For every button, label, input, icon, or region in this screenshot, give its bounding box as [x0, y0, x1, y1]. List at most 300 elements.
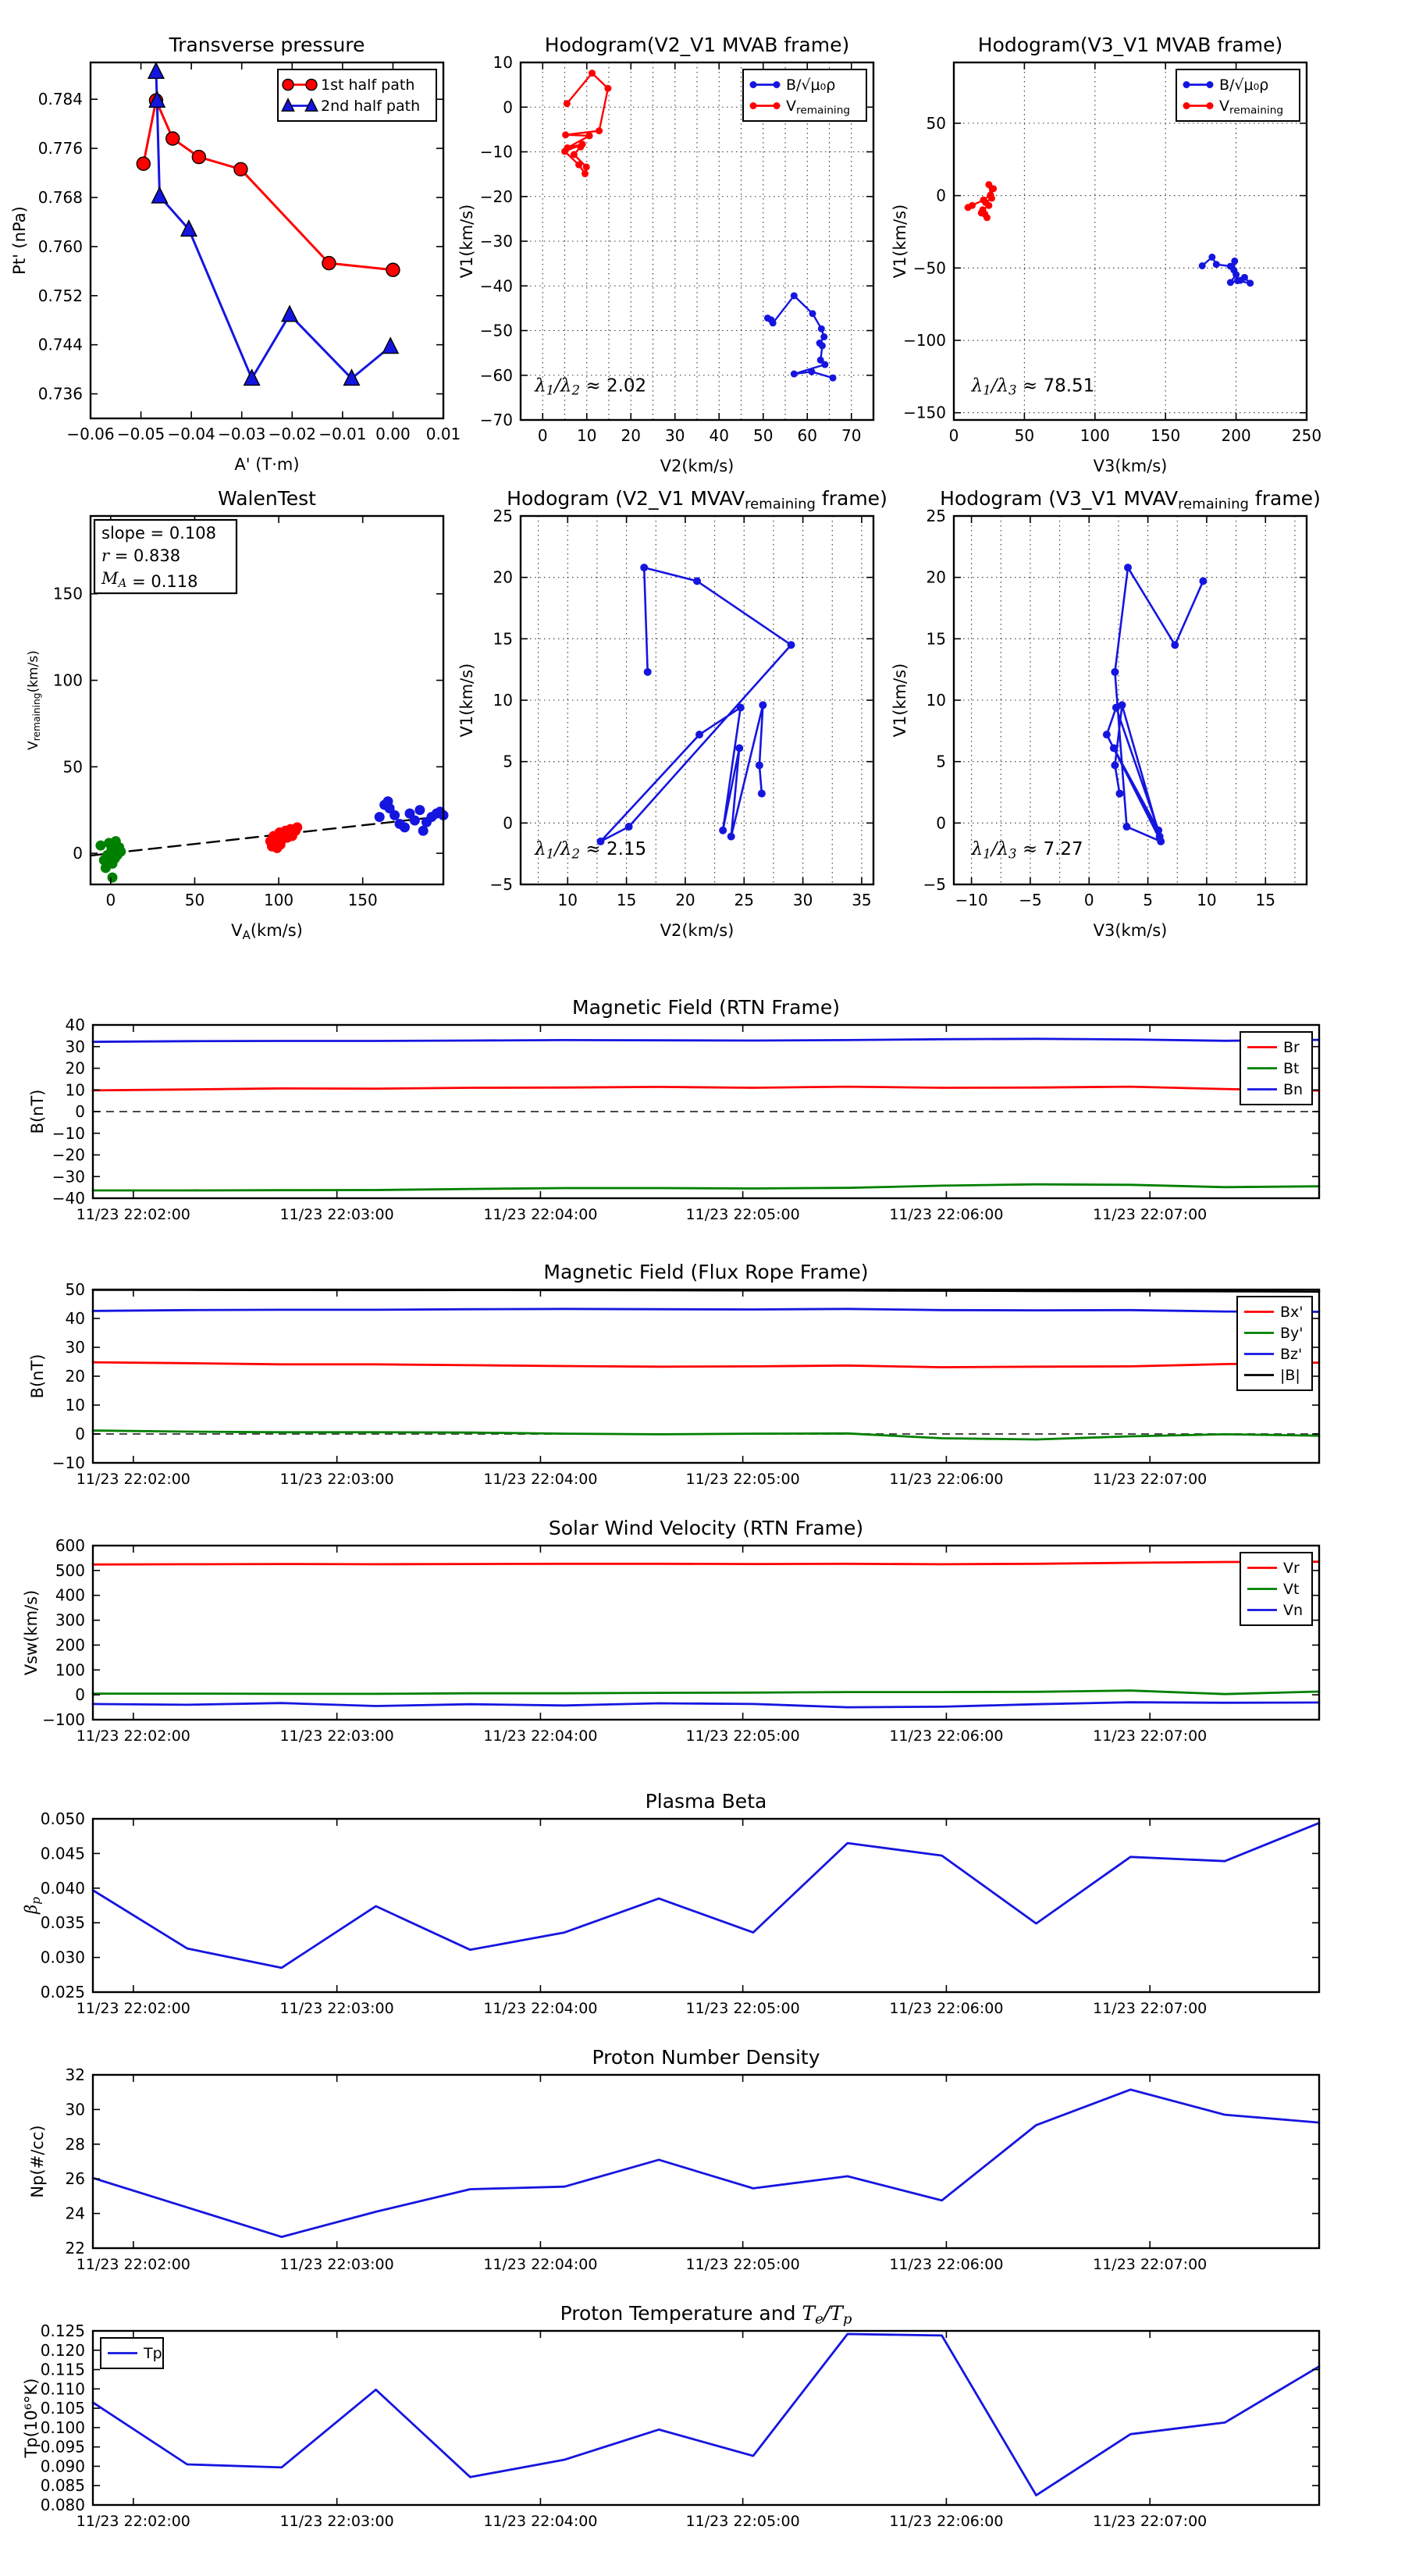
dot-marker	[1183, 102, 1190, 109]
x-tick-label: 11/23 22:07:00	[1093, 1206, 1208, 1223]
dot-marker	[410, 816, 420, 826]
dot-marker	[400, 822, 410, 832]
chart-hodogram-v2v1-mvav	[457, 487, 887, 940]
y-tick-label: 0.110	[40, 2379, 85, 2399]
y-tick-label: 0.100	[40, 2418, 85, 2437]
triangle-marker	[152, 187, 168, 203]
stats-line: r = 0.838	[101, 546, 181, 565]
dot-marker	[625, 823, 633, 831]
y-tick-label: −20	[479, 187, 513, 206]
chart-proton-number-density	[28, 2046, 1319, 2273]
dot-marker	[821, 361, 828, 368]
x-axis-label: A' (T·m)	[234, 455, 300, 474]
x-tick-label: 50	[753, 426, 774, 445]
dot-marker	[586, 132, 593, 139]
dot-marker	[107, 873, 117, 883]
x-tick-label: 11/23 22:06:00	[889, 2256, 1004, 2273]
dot-marker	[577, 144, 584, 151]
x-axis-label: V2(km/s)	[660, 457, 735, 475]
dot-marker	[575, 162, 582, 169]
x-tick-label: 11/23 22:03:00	[279, 1471, 394, 1488]
x-tick-label: 10	[557, 891, 578, 909]
x-tick-label: 100	[1080, 426, 1110, 445]
x-tick-label: 11/23 22:05:00	[685, 2000, 800, 2017]
y-tick-label: 20	[493, 568, 513, 587]
dot-marker	[808, 368, 815, 375]
legend-item-label: Bx'	[1280, 1304, 1304, 1321]
dot-marker	[774, 102, 781, 109]
dot-marker	[735, 744, 743, 752]
dot-marker	[1111, 668, 1119, 676]
y-tick-label: 0.744	[37, 335, 83, 354]
chart-solar-wind-velocity-rtn	[22, 1517, 1319, 1745]
dot-marker	[1227, 279, 1234, 286]
x-axis-label: V3(km/s)	[1093, 457, 1168, 475]
y-tick-label: 22	[65, 2239, 85, 2258]
y-tick-label: 100	[55, 1660, 85, 1680]
dot-marker	[604, 85, 611, 92]
y-axis-label: Vsw(km/s)	[22, 1589, 41, 1676]
dot-marker	[1207, 102, 1214, 109]
x-axis-label: V2(km/s)	[660, 921, 735, 940]
y-tick-label: 0.752	[37, 286, 83, 305]
legend-item-label: Vt	[1283, 1581, 1300, 1598]
circle-marker	[306, 80, 317, 91]
dot-marker	[1183, 81, 1190, 88]
x-tick-label: −10	[955, 891, 988, 909]
dot-marker	[1241, 274, 1248, 281]
legend-item-label: 1st half path	[321, 76, 415, 94]
y-tick-label: −60	[479, 365, 513, 385]
dot-marker	[1111, 761, 1119, 769]
dot-marker	[1115, 790, 1123, 798]
y-tick-label: −50	[479, 321, 513, 340]
dot-marker	[582, 170, 589, 177]
y-tick-label: 100	[52, 671, 83, 690]
y-tick-label: 0.776	[37, 139, 83, 158]
x-tick-label: 11/23 22:03:00	[279, 2513, 394, 2530]
y-tick-label: 25	[493, 507, 513, 525]
y-tick-label: 0.085	[40, 2476, 85, 2496]
y-tick-label: −10	[479, 142, 513, 162]
y-tick-label: 10	[493, 53, 513, 72]
y-tick-label: 0	[503, 98, 513, 117]
y-tick-label: −100	[42, 1710, 85, 1729]
dot-marker	[1124, 564, 1132, 571]
y-tick-label: 0.080	[40, 2496, 85, 2514]
y-tick-label: 0	[503, 813, 513, 833]
x-tick-label: 0.00	[375, 425, 411, 443]
x-tick-label: 10	[1197, 891, 1217, 909]
y-tick-label: 15	[493, 629, 513, 649]
dot-marker	[770, 319, 777, 326]
y-axis-label: βp	[22, 1897, 43, 1914]
y-tick-label: 500	[55, 1560, 85, 1580]
y-tick-label: 50	[62, 757, 83, 777]
chart-title: Magnetic Field (RTN Frame)	[572, 996, 840, 1019]
series-Np	[93, 2090, 1319, 2237]
y-tick-label: −50	[912, 258, 946, 278]
chart-magnetic-field-flux-rope	[28, 1261, 1319, 1488]
chart-plasma-beta	[22, 1790, 1319, 2017]
dot-marker	[750, 81, 757, 88]
dot-marker	[759, 701, 767, 709]
circle-marker	[386, 263, 400, 276]
lambda-ratio-annotation: λ1/λ3 ≈ 78.51	[971, 375, 1095, 398]
series-Bt	[93, 1184, 1319, 1190]
dot-marker	[418, 826, 429, 836]
dot-marker	[561, 148, 568, 155]
x-tick-label: 11/23 22:02:00	[76, 1206, 190, 1223]
series-Bz'	[93, 1309, 1319, 1312]
dot-marker	[644, 668, 652, 676]
x-tick-label: 11/23 22:02:00	[76, 2000, 190, 2017]
legend-item-label: By'	[1280, 1325, 1304, 1342]
y-tick-label: 0.045	[40, 1844, 85, 1863]
y-tick-label: −10	[52, 1453, 85, 1472]
y-axis-label: Tp(10⁶°K)	[22, 2378, 41, 2458]
axes-frame	[93, 2331, 1319, 2505]
chart-transverse-pressure	[10, 34, 461, 474]
x-tick-label: 30	[792, 891, 813, 909]
x-tick-label: 150	[1151, 426, 1181, 445]
series-Vt	[93, 1691, 1319, 1695]
dot-marker	[791, 371, 798, 378]
y-tick-label: 300	[55, 1610, 85, 1630]
y-tick-label: −40	[52, 1189, 85, 1208]
dot-marker	[788, 641, 795, 649]
legend	[743, 69, 866, 121]
x-tick-label: 0	[1083, 891, 1094, 909]
legend-item-label: |B|	[1280, 1367, 1300, 1384]
y-tick-label: 0	[75, 1102, 85, 1121]
dot-marker	[1199, 262, 1206, 269]
y-tick-label: 0.736	[37, 384, 83, 404]
y-axis-label: B(nT)	[28, 1354, 47, 1399]
legend	[101, 2338, 163, 2368]
x-tick-label: 70	[841, 426, 862, 445]
y-tick-label: −10	[52, 1123, 85, 1143]
y-tick-label: −30	[52, 1167, 85, 1187]
dot-marker	[727, 833, 735, 841]
dot-marker	[756, 761, 763, 769]
y-tick-label: 0	[936, 186, 946, 205]
legend-item-label: Vr	[1283, 1560, 1300, 1577]
y-tick-label: 10	[926, 691, 946, 710]
dot-marker	[1247, 279, 1254, 286]
chart-title: Hodogram(V3_V1 MVAB frame)	[977, 34, 1283, 56]
x-tick-label: 25	[734, 891, 754, 909]
y-axis-label: Vremaining(km/s)	[26, 650, 43, 750]
x-tick-label: 11/23 22:02:00	[76, 2256, 190, 2273]
dot-marker	[1231, 258, 1238, 265]
y-axis-label: Pt' (nPa)	[10, 206, 29, 275]
dot-marker	[1154, 827, 1162, 834]
x-tick-label: 11/23 22:05:00	[685, 1206, 800, 1223]
x-tick-label: 15	[616, 891, 637, 909]
legend	[1176, 69, 1300, 121]
y-tick-label: −5	[923, 875, 946, 894]
dot-marker	[774, 81, 781, 88]
dot-marker	[985, 202, 992, 209]
series-Bx'	[93, 1362, 1319, 1367]
y-tick-label: 0	[75, 1425, 85, 1443]
dot-marker	[109, 845, 119, 856]
x-tick-label: 40	[709, 426, 729, 445]
lambda-ratio-annotation: λ1/λ3 ≈ 7.27	[971, 839, 1083, 862]
x-tick-label: 11/23 22:07:00	[1093, 1727, 1208, 1745]
y-tick-label: 0.040	[40, 1878, 85, 1898]
x-tick-label: −0.01	[318, 425, 367, 443]
y-tick-label: 400	[55, 1585, 85, 1605]
y-tick-label: −30	[479, 232, 513, 251]
x-tick-label: 35	[852, 891, 872, 909]
x-tick-label: 11/23 22:06:00	[889, 1471, 1004, 1488]
x-tick-label: 150	[347, 891, 378, 909]
x-tick-label: 200	[1221, 426, 1251, 445]
chart-magnetic-field-rtn	[28, 996, 1319, 1223]
dot-marker	[562, 131, 569, 138]
y-tick-label: 25	[926, 507, 946, 525]
x-tick-label: 0.01	[425, 425, 461, 443]
x-tick-label: 11/23 22:03:00	[279, 1727, 394, 1745]
y-tick-label: 5	[503, 752, 513, 771]
y-tick-label: −150	[903, 403, 946, 422]
chart-title: Proton Temperature and Te/Tp	[560, 2302, 852, 2328]
dot-marker	[750, 102, 757, 109]
x-tick-label: 11/23 22:06:00	[889, 2513, 1004, 2530]
dot-marker	[1234, 277, 1241, 284]
series-By'	[93, 1431, 1319, 1439]
x-tick-label: 250	[1291, 426, 1322, 445]
x-tick-label: 11/23 22:05:00	[685, 2513, 800, 2530]
legend-item-label: Bz'	[1280, 1346, 1303, 1363]
y-tick-label: 150	[52, 584, 83, 603]
y-tick-label: 26	[65, 2169, 85, 2189]
x-tick-label: 50	[184, 891, 205, 909]
dot-marker	[1103, 731, 1111, 738]
x-tick-label: 11/23 22:06:00	[889, 1206, 1004, 1223]
x-tick-label: 0	[537, 426, 548, 445]
circle-marker	[322, 257, 336, 270]
y-axis-label: V1(km/s)	[891, 204, 909, 279]
dot-marker	[695, 731, 703, 738]
dot-marker	[389, 810, 400, 820]
x-tick-label: 11/23 22:05:00	[685, 1727, 800, 1745]
x-tick-label: 11/23 22:04:00	[483, 1206, 598, 1223]
y-tick-label: 0.105	[40, 2399, 85, 2418]
x-tick-label: −0.02	[268, 425, 316, 443]
y-tick-label: 10	[493, 691, 513, 710]
x-tick-label: −0.05	[116, 425, 165, 443]
y-tick-label: 20	[926, 568, 946, 587]
y-tick-label: 0.120	[40, 2340, 85, 2360]
y-tick-label: 30	[65, 1338, 85, 1357]
y-tick-label: 10	[65, 1080, 85, 1100]
x-tick-label: 11/23 22:05:00	[685, 2256, 800, 2273]
dot-marker	[1122, 823, 1130, 831]
axes-frame	[93, 2075, 1319, 2248]
dot-marker	[589, 69, 596, 76]
series-Bn	[93, 1039, 1319, 1042]
stats-textbox	[94, 520, 237, 593]
x-tick-label: 0	[105, 891, 116, 909]
legend-item-label: Vremaining	[1219, 98, 1284, 117]
x-tick-label: 11/23 22:03:00	[279, 1206, 394, 1223]
chart-title: Hodogram (V2_V1 MVAVremaining frame)	[507, 487, 887, 513]
x-tick-label: 11/23 22:05:00	[685, 1471, 800, 1488]
legend	[278, 69, 436, 121]
x-tick-label: 11/23 22:03:00	[279, 2000, 394, 2017]
y-tick-label: 40	[65, 1309, 85, 1328]
x-tick-label: 11/23 22:06:00	[889, 2000, 1004, 2017]
triangle-marker	[282, 306, 297, 322]
y-tick-label: −40	[479, 276, 513, 296]
x-tick-label: 11/23 22:07:00	[1093, 1471, 1208, 1488]
dot-marker	[830, 375, 837, 382]
chart-walen-test	[26, 487, 449, 942]
x-tick-label: 15	[1255, 891, 1275, 909]
dot-marker	[820, 333, 827, 340]
dot-marker	[737, 703, 745, 711]
chart-hodogram-v2v1-mvab	[457, 34, 873, 475]
x-tick-label: −0.06	[66, 425, 115, 443]
y-tick-label: 200	[55, 1635, 85, 1655]
circle-marker	[192, 151, 205, 164]
y-tick-label: 0.095	[40, 2437, 85, 2457]
dot-marker	[969, 202, 976, 209]
x-tick-label: 30	[665, 426, 685, 445]
y-axis-label: V1(km/s)	[457, 663, 476, 738]
triangle-marker	[382, 338, 398, 354]
y-tick-label: 0.050	[40, 1809, 85, 1828]
dot-marker	[571, 151, 578, 158]
y-tick-label: 30	[65, 1037, 85, 1056]
y-tick-label: 5	[936, 752, 946, 771]
dot-marker	[1232, 271, 1240, 278]
y-tick-label: 600	[55, 1536, 85, 1555]
legend-item-label: Vn	[1283, 1602, 1304, 1619]
x-tick-label: 20	[621, 426, 641, 445]
y-tick-label: 0	[73, 844, 83, 863]
x-tick-label: −0.04	[167, 425, 215, 443]
legend	[1240, 1032, 1312, 1105]
y-tick-label: 40	[65, 1016, 85, 1034]
x-tick-label: −0.03	[218, 425, 266, 443]
x-tick-label: 5	[1143, 891, 1153, 909]
dot-marker	[809, 310, 816, 317]
dot-marker	[1208, 254, 1215, 261]
series-beta-p	[93, 1823, 1319, 1968]
chart-hodogram-v3v1-mvav	[891, 487, 1321, 940]
y-tick-label: 50	[65, 1280, 85, 1299]
y-axis-label: B(nT)	[28, 1089, 47, 1134]
legend-item-label: B/√μ₀ρ	[786, 76, 836, 94]
y-tick-label: 0.768	[37, 187, 83, 207]
x-tick-label: 60	[797, 426, 817, 445]
y-tick-label: 20	[65, 1059, 85, 1078]
dot-marker	[818, 326, 825, 333]
x-tick-label: 11/23 22:02:00	[76, 1727, 190, 1745]
x-tick-label: 11/23 22:07:00	[1093, 2000, 1208, 2017]
y-tick-label: 10	[65, 1396, 85, 1414]
dot-marker	[1171, 641, 1179, 649]
x-tick-label: 11/23 22:04:00	[483, 1471, 598, 1488]
dot-marker	[104, 854, 114, 864]
dot-marker	[693, 577, 701, 585]
chart-title: Proton Number Density	[592, 2046, 820, 2069]
circle-marker	[137, 157, 150, 170]
x-tick-label: 11/23 22:04:00	[483, 1727, 598, 1745]
x-tick-label: 20	[675, 891, 695, 909]
dot-marker	[375, 812, 385, 822]
chart-title: WalenTest	[218, 487, 316, 510]
y-tick-label: 0	[75, 1685, 85, 1705]
series-fit-line	[91, 817, 443, 856]
legend-item-label: Bt	[1283, 1060, 1300, 1077]
dot-marker	[819, 342, 826, 349]
x-tick-label: 10	[577, 426, 597, 445]
dot-marker	[1110, 744, 1118, 752]
y-tick-label: 32	[65, 2065, 85, 2084]
legend-item-label: Bn	[1283, 1081, 1304, 1098]
y-tick-label: 0.025	[40, 1983, 85, 2001]
y-tick-label: 0.125	[40, 2322, 85, 2340]
triangle-marker	[148, 63, 164, 79]
y-tick-label: −70	[479, 411, 513, 429]
dot-marker	[1157, 838, 1165, 845]
dot-marker	[988, 194, 995, 201]
y-tick-label: 20	[65, 1367, 85, 1386]
y-tick-label: 28	[65, 2134, 85, 2154]
legend-item-label: 2nd half path	[321, 98, 421, 115]
y-axis-label: Np(#/cc)	[28, 2125, 47, 2198]
y-tick-label: 0	[936, 813, 946, 833]
x-tick-label: 11/23 22:07:00	[1093, 2256, 1208, 2273]
dot-marker	[1112, 703, 1120, 711]
dot-marker	[1213, 261, 1220, 268]
chart-title: Solar Wind Velocity (RTN Frame)	[548, 1517, 864, 1539]
y-tick-label: 0.784	[37, 90, 83, 109]
y-tick-label: 24	[65, 2204, 85, 2223]
y-tick-label: 15	[926, 629, 946, 649]
stats-line: slope = 0.108	[101, 524, 216, 543]
legend	[1240, 1553, 1312, 1625]
legend	[1237, 1297, 1312, 1390]
legend-item-label: Br	[1283, 1039, 1300, 1056]
circle-marker	[166, 132, 180, 145]
series-1st half path	[144, 101, 393, 270]
lambda-ratio-annotation: λ1/λ2 ≈ 2.02	[535, 375, 647, 398]
chart-title: Plasma Beta	[645, 1790, 767, 1813]
x-tick-label: 11/23 22:04:00	[483, 2513, 598, 2530]
chart-title: Hodogram (V3_V1 MVAVremaining frame)	[940, 487, 1321, 513]
y-tick-label: 0.035	[40, 1913, 85, 1933]
dot-marker	[978, 209, 985, 216]
dot-marker	[1207, 81, 1214, 88]
x-tick-label: 11/23 22:04:00	[483, 2256, 598, 2273]
lambda-ratio-annotation: λ1/λ2 ≈ 2.15	[535, 839, 647, 862]
x-axis-label: V3(km/s)	[1093, 921, 1168, 940]
dot-marker	[583, 163, 590, 170]
dot-marker	[640, 564, 648, 571]
chart-title: Hodogram(V2_V1 MVAB frame)	[544, 34, 850, 56]
y-tick-label: 0.760	[37, 237, 83, 256]
x-tick-label: 11/23 22:06:00	[889, 1727, 1004, 1745]
series-Vn	[93, 1703, 1319, 1707]
series-Tp	[93, 2334, 1319, 2496]
y-tick-label: 0.090	[40, 2457, 85, 2476]
